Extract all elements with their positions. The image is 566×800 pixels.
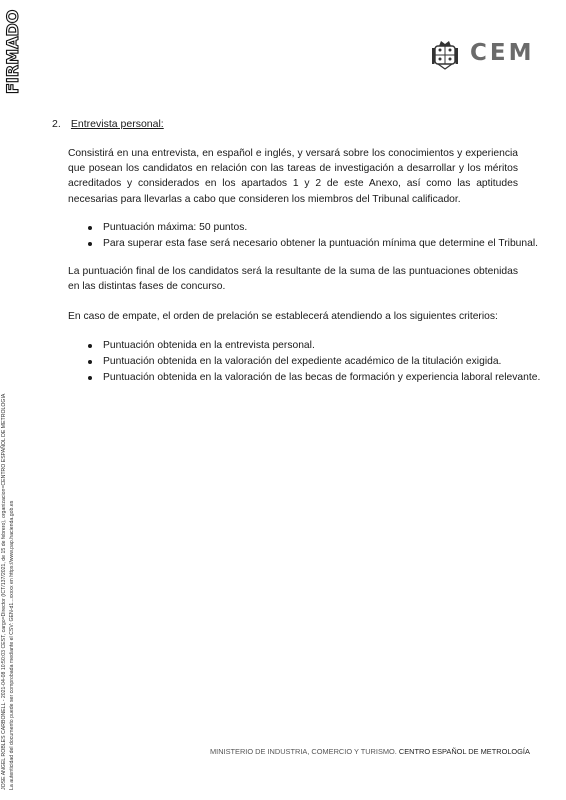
signature-legend: [0, 270, 24, 790]
criteria-bullet-list: [88, 338, 541, 386]
section-number: 2.: [52, 118, 61, 130]
page-footer: [210, 747, 530, 756]
signed-stamp-text: FIRMADO: [4, 9, 22, 94]
list-item: Para superar esta fase será necesario obtener la puntuación mínima que determine el Tribunal.: [88, 236, 528, 252]
list-item: Puntuación obtenida en la valoración de las becas de formación y experiencia laboral relevante.: [88, 370, 528, 386]
signed-stamp: [4, 8, 22, 96]
footer-separator: .: [394, 747, 399, 756]
signed-stamp-graphic: [4, 8, 22, 96]
list-item: Puntuación máxima: 50 puntos.: [88, 220, 528, 236]
signature-legend-line-1: JOSE ANGEL ROBLES CARBONELL - 2021-04-08 10:50:03 CEST, cargo=Director (ICT/137/2021, de 15 de febrero), organizacion=CENTRO ESPAÑOL DE METROLOGIA: [1, 393, 7, 790]
royal-crest-icon: [432, 38, 458, 70]
final-score-paragraph: La puntuación final de los candidatos será la resultante de la suma de las puntuaciones obtenidas en las distintas fases de concurso.: [68, 266, 518, 293]
section-heading: [52, 118, 164, 130]
list-item: Puntuación obtenida en la valoración del expediente académico de la titulación exigida.: [88, 354, 528, 370]
intro-paragraph: Consistirá en una entrevista, en español e inglés, y versará sobre los conocimientos y experiencia que posean los candidatos en relación con las tareas de investigación a desarrollar y los méritos acreditados y considerados en los apartados 1 y 2 de este Anexo, así como las aptitudes necesarias para llevarlas a cabo que consideren los miembros del Tribunal calificador.: [68, 148, 518, 205]
signature-legend-line-2: La autenticidad del documento puede ser comprobada mediante el CSV: GEN-d1...xxxxx en https://www.pap.hacienda.gob.es: [9, 500, 15, 790]
cem-logo: [432, 38, 535, 70]
cem-logo-text: CEM: [470, 40, 535, 66]
section-title: Entrevista personal:: [70, 118, 164, 130]
list-item: Puntuación obtenida en la entrevista personal.: [88, 338, 528, 354]
footer-ministry: MINISTERIO DE INDUSTRIA, COMERCIO Y TURISMO: [210, 747, 395, 756]
footer-center: CENTRO ESPAÑOL DE METROLOGÍA: [398, 747, 530, 756]
scoring-bullet-list: [88, 220, 539, 252]
tie-break-paragraph: En caso de empate, el orden de prelación se establecerá atendiendo a los siguientes criterios:: [68, 311, 498, 322]
